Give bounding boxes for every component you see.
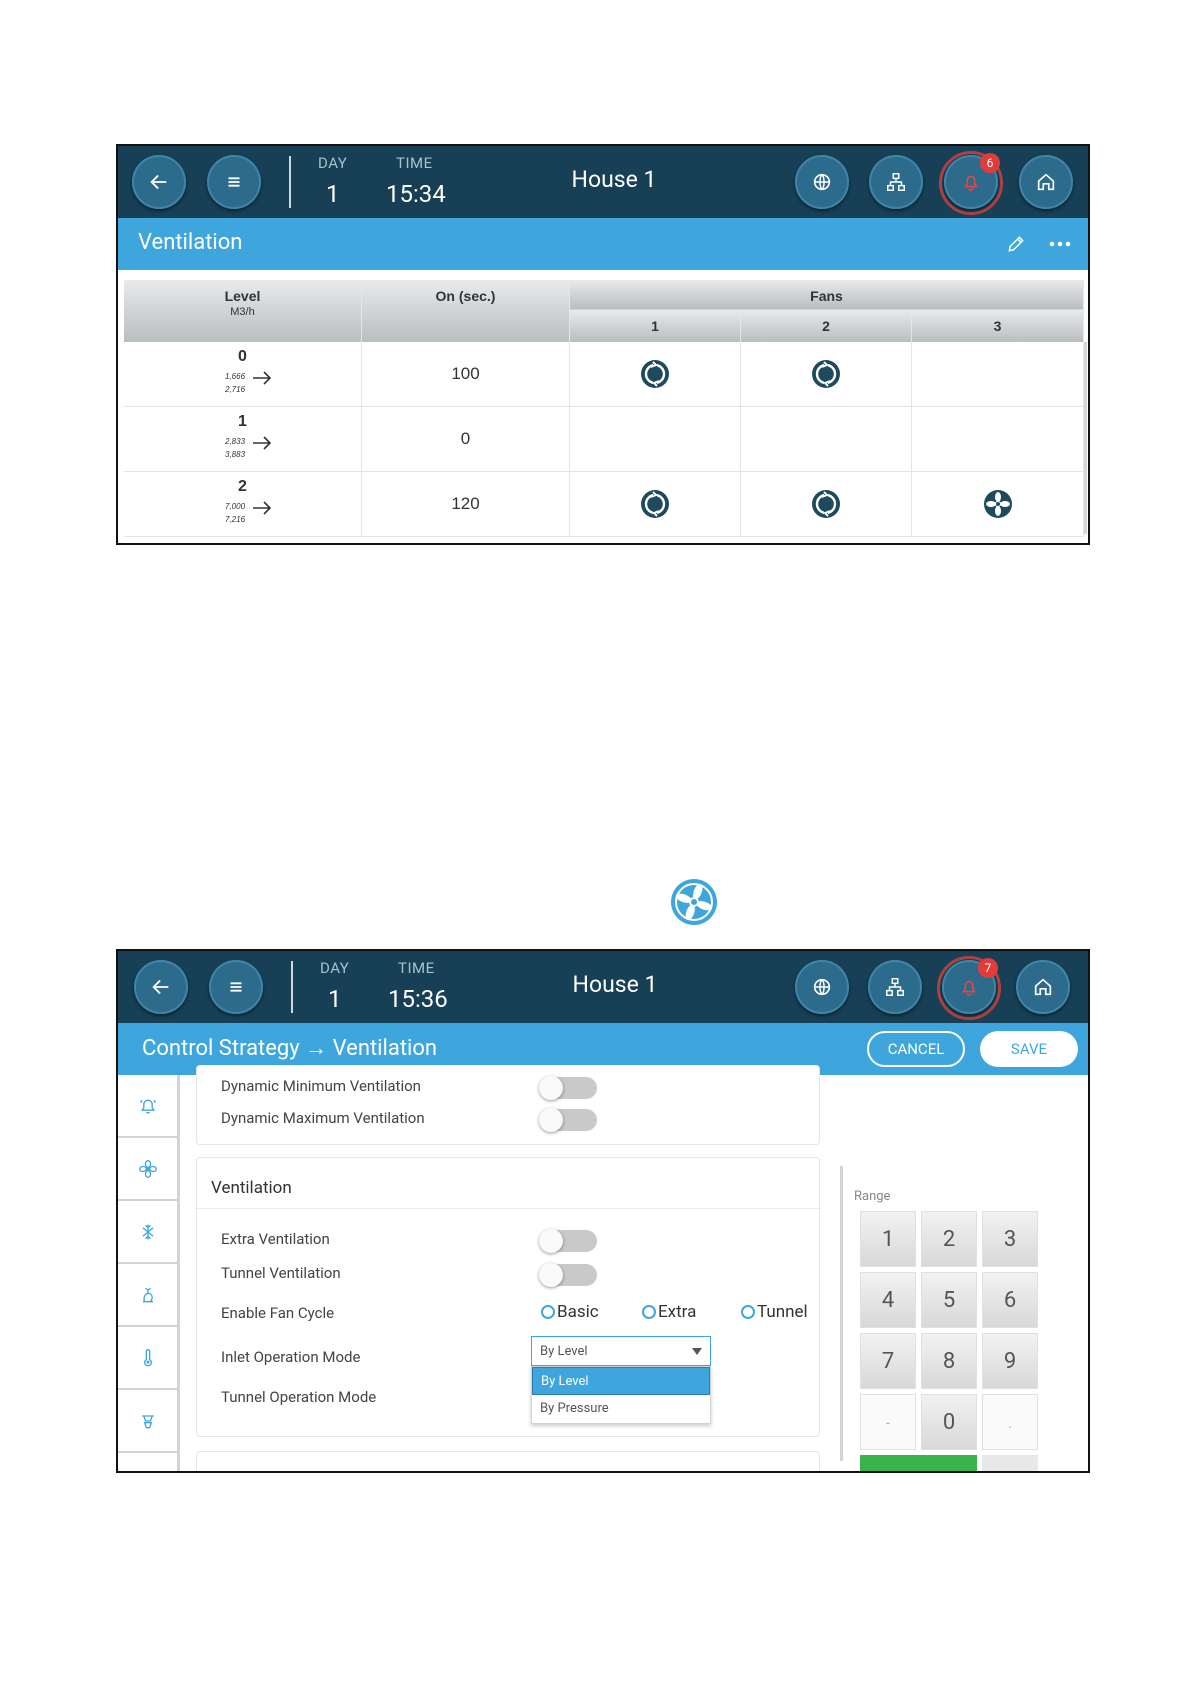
radio-circle-icon [642, 1305, 656, 1319]
fan-cycle-label: Enable Fan Cycle [221, 1304, 335, 1322]
sidebar-item-birds[interactable] [118, 1264, 177, 1327]
fan-cell[interactable] [741, 342, 912, 407]
divider [197, 1208, 819, 1209]
breadcrumb-parent[interactable]: Control Strategy [142, 1036, 300, 1061]
range-label: Range [854, 1189, 891, 1204]
airflow-high: 2,716 [225, 385, 246, 394]
radio-label: Tunnel [757, 1302, 808, 1322]
menu-icon [225, 976, 247, 998]
fan-icon [138, 1159, 158, 1179]
key-6[interactable]: 6 [982, 1272, 1038, 1328]
header-on-sec [362, 280, 570, 342]
key-7[interactable]: 7 [860, 1333, 916, 1389]
inlet-mode-label: Inlet Operation Mode [221, 1348, 361, 1366]
network-button[interactable] [869, 155, 923, 209]
sidebar [118, 1075, 180, 1473]
dynamic-card [196, 1065, 820, 1145]
back-button[interactable] [132, 155, 186, 209]
header-level-label: Level [224, 288, 261, 304]
globe-button[interactable] [795, 960, 849, 1014]
bird-icon [138, 1285, 158, 1305]
fan-cycle-radio-tunnel[interactable] [741, 1302, 808, 1322]
select-value: By Level [540, 1344, 588, 1359]
tunnel-ventilation-label: Tunnel Ventilation [221, 1264, 341, 1282]
arrow-left-icon [148, 171, 170, 193]
home-icon [1032, 976, 1054, 998]
fan-cell[interactable] [912, 342, 1084, 407]
fan-cell[interactable] [912, 407, 1084, 472]
header-fan-1 [570, 310, 741, 342]
fan-cycle-icon [639, 358, 671, 390]
cancel-button[interactable]: CANCEL [867, 1031, 965, 1067]
keypad-panel [848, 1075, 1088, 1473]
top-bar [118, 146, 1088, 218]
caret-down-icon [692, 1348, 702, 1356]
page-title: Ventilation [138, 230, 243, 255]
extra-ventilation-label: Extra Ventilation [221, 1230, 330, 1248]
header-fans-label: Fans [810, 288, 843, 304]
divider [289, 156, 291, 208]
fan-cycle-icon [810, 488, 842, 520]
home-button[interactable] [1016, 960, 1070, 1014]
globe-icon [811, 976, 833, 998]
key-8[interactable]: 8 [921, 1333, 977, 1389]
time-value: 15:34 [386, 180, 446, 208]
fan-cycle-radio-extra[interactable] [642, 1302, 696, 1322]
home-button[interactable] [1019, 155, 1073, 209]
save-button[interactable]: SAVE [980, 1031, 1078, 1067]
table-row-level[interactable] [124, 472, 362, 537]
radio-circle-icon [741, 1305, 755, 1319]
menu-button[interactable] [209, 960, 263, 1014]
house-title: House 1 [572, 971, 658, 998]
bell-icon [960, 171, 982, 193]
dynamic-min-toggle[interactable] [541, 1077, 597, 1099]
fan-on-icon [669, 877, 719, 927]
network-icon [885, 171, 907, 193]
tunnel-ventilation-toggle[interactable] [541, 1264, 597, 1286]
radio-label: Basic [557, 1302, 599, 1322]
divider [291, 961, 293, 1013]
home-icon [1035, 171, 1057, 193]
enter-key[interactable] [860, 1455, 977, 1473]
fan-col-label: 3 [993, 318, 1002, 334]
globe-icon [811, 171, 833, 193]
level-number: 2 [238, 478, 247, 495]
fan-cycle-radio-basic[interactable] [541, 1302, 599, 1322]
on-sec-cell[interactable]: 100 [362, 342, 570, 407]
key-9[interactable]: 9 [982, 1333, 1038, 1389]
alarm-count-badge: 7 [978, 958, 998, 978]
day-value: 1 [326, 180, 340, 208]
dropdown-option[interactable]: By Level [532, 1367, 710, 1395]
arrow-right-icon [252, 370, 272, 386]
day-value: 1 [328, 985, 342, 1013]
menu-button[interactable] [207, 155, 261, 209]
globe-button[interactable] [795, 155, 849, 209]
bell-icon [138, 1096, 158, 1116]
airflow-low: 7,000 [225, 502, 246, 511]
tunnel-mode-label: Tunnel Operation Mode [221, 1388, 377, 1406]
key-5[interactable]: 5 [921, 1272, 977, 1328]
fan-on-icon [982, 488, 1014, 520]
sidebar-item-cooling[interactable] [118, 1201, 177, 1264]
breadcrumb [142, 1035, 437, 1061]
airflow-low: 1,666 [225, 372, 246, 381]
ventilation-card [196, 1157, 820, 1437]
airflow-low: 2,833 [225, 437, 246, 446]
airflow-high: 7,216 [225, 515, 246, 524]
extra-ventilation-toggle[interactable] [541, 1230, 597, 1252]
fan-col-label: 2 [822, 318, 830, 334]
key-3[interactable]: 3 [982, 1211, 1038, 1267]
header-on-label: On (sec.) [435, 288, 496, 304]
dynamic-max-toggle[interactable] [541, 1109, 597, 1131]
dropdown-option[interactable]: By Pressure [540, 1401, 609, 1416]
backspace-key[interactable] [982, 1455, 1038, 1473]
more-options-icon[interactable] [1048, 234, 1072, 254]
arrow-right-icon [252, 435, 272, 451]
network-icon [884, 976, 906, 998]
breadcrumb-current: Ventilation [332, 1036, 438, 1061]
fan-cell[interactable] [741, 472, 912, 537]
feeder-icon [138, 1411, 158, 1431]
airflow-high: 3,883 [225, 450, 246, 459]
title-bar [118, 218, 1088, 270]
thermometer-icon [138, 1348, 158, 1368]
fan-cell[interactable] [570, 407, 741, 472]
breadcrumb-arrow-icon: → [305, 1036, 328, 1061]
dynamic-max-label: Dynamic Maximum Ventilation [221, 1109, 425, 1127]
inlet-mode-dropdown [531, 1366, 711, 1424]
on-sec-cell[interactable]: 120 [362, 472, 570, 537]
header-fan-3 [912, 310, 1084, 342]
section-title: Ventilation [211, 1178, 292, 1198]
arrow-left-icon [150, 976, 172, 998]
menu-icon [223, 171, 245, 193]
key-4[interactable]: 4 [860, 1272, 916, 1328]
fan-cell[interactable] [570, 342, 741, 407]
time-label: TIME [398, 959, 435, 977]
level-number: 1 [238, 413, 247, 430]
key-minus[interactable]: - [860, 1394, 916, 1450]
radio-label: Extra [658, 1302, 697, 1322]
header-fan-2 [741, 310, 912, 342]
key-decimal[interactable]: . [982, 1394, 1038, 1450]
scrollbar[interactable] [1084, 342, 1087, 534]
header-level [124, 280, 362, 342]
fan-col-label: 1 [651, 318, 659, 334]
panel-divider [840, 1166, 843, 1461]
time-value: 15:36 [388, 985, 448, 1013]
fan-cycle-icon [639, 488, 671, 520]
header-fans [570, 280, 1084, 310]
table-row-level[interactable] [124, 342, 362, 407]
key-0[interactable]: 0 [921, 1394, 977, 1450]
day-label: DAY [320, 959, 350, 977]
pencil-icon[interactable] [1006, 234, 1026, 254]
arrow-right-icon [252, 500, 272, 516]
on-sec-cell[interactable]: 0 [362, 407, 570, 472]
control-strategy-screen [116, 949, 1090, 1473]
sidebar-item-ventilation[interactable] [118, 1138, 177, 1201]
level-number: 0 [238, 348, 247, 365]
dynamic-min-label: Dynamic Minimum Ventilation [221, 1077, 421, 1095]
snowflake-icon [138, 1222, 158, 1242]
bell-icon [958, 976, 980, 998]
key-1[interactable]: 1 [860, 1211, 916, 1267]
alarm-count-badge: 6 [980, 153, 1000, 173]
top-bar [118, 951, 1088, 1023]
header-level-unit: M3/h [230, 306, 255, 318]
next-card [196, 1451, 820, 1473]
key-2[interactable]: 2 [921, 1211, 977, 1267]
radio-circle-icon [541, 1305, 555, 1319]
day-label: DAY [318, 154, 348, 172]
ventilation-screen [116, 144, 1090, 545]
fan-cycle-icon [810, 358, 842, 390]
fan-cell[interactable] [912, 472, 1084, 537]
back-button[interactable] [134, 960, 188, 1014]
sidebar-item-temperature[interactable] [118, 1327, 177, 1390]
sidebar-item-alarms[interactable] [118, 1075, 177, 1138]
inlet-mode-select[interactable] [531, 1336, 711, 1366]
time-label: TIME [396, 154, 433, 172]
sidebar-item-feeding[interactable] [118, 1390, 177, 1453]
table-row-level[interactable] [124, 407, 362, 472]
network-button[interactable] [868, 960, 922, 1014]
house-title: House 1 [571, 166, 657, 193]
fan-cell[interactable] [741, 407, 912, 472]
fan-cell[interactable] [570, 472, 741, 537]
